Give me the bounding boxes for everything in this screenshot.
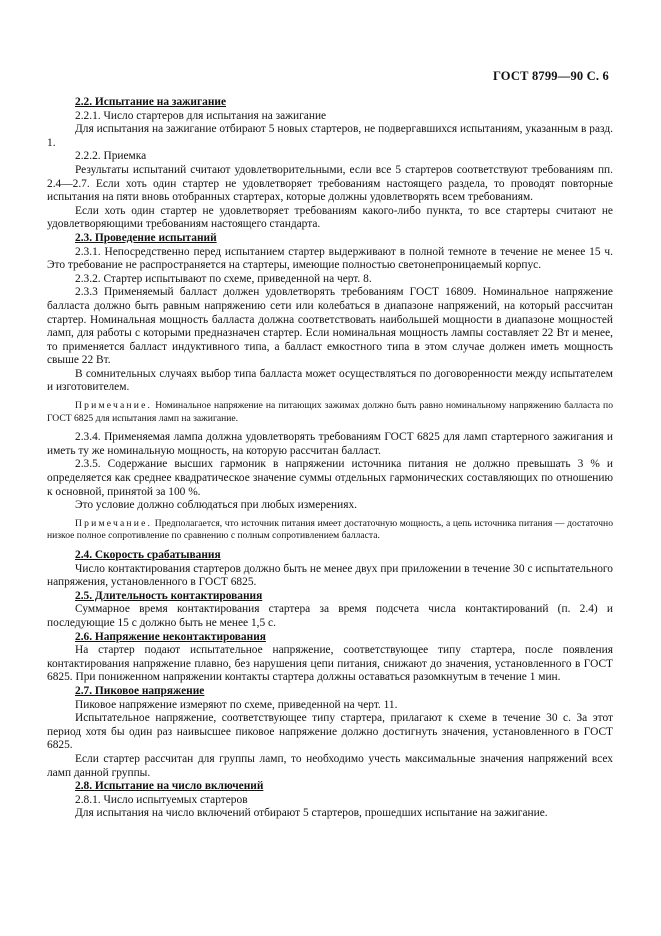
note-text: Предполагается, что источник питания имеет достаточную мощность, а цепь источника питания — достаточно низкое полное сопротивление по сравнению с полным сопротивлением балласта. bbox=[47, 517, 613, 542]
subsection-title: 2.2.1. Число стартеров для испытания на зажигание bbox=[75, 109, 327, 122]
paragraph: Для испытания на зажигание отбирают 5 новых стартеров, не подвергавшихся испытаниям, указанным в разд. 1. bbox=[47, 123, 613, 149]
paragraph: 2.3.1. Непосредственно перед испытанием стартер выдерживают в полной темноте в течение не менее 15 ч. Это требование не распространяется на стартеры, имеющие полностью светонепроницаемый корпус. bbox=[47, 245, 613, 272]
section-heading: 2.6. Напряжение неконтактирования bbox=[75, 630, 266, 643]
paragraph: 2.3.4. Применяемая лампа должна удовлетворять требованиям ГОСТ 6825 для ламп стартерного зажигания и иметь ту же номинальную мощность, на которую рассчитан балласт. bbox=[47, 431, 613, 457]
paragraph: Это условие должно соблюдаться при любых измерениях. bbox=[75, 499, 358, 512]
section-heading: 2.2. Испытание на зажигание bbox=[75, 96, 227, 108]
paragraph: Если стартер рассчитан для группы ламп, то необходимо учесть максимальные значения напряжений всех ламп данной группы. bbox=[47, 752, 613, 779]
section-heading: 2.5. Длительность контактирования bbox=[75, 589, 263, 602]
paragraph: Суммарное время контактирования стартера за время подсчета числа контактирований (п. 2.4) и последующие 15 с должно быть не менее 1,5 с. bbox=[47, 603, 613, 629]
note-text: Номинальное напряжение на питающих зажимах должно быть равно номинальному напряжению балласта по ГОСТ 6825 для испытания ламп на зажигание. bbox=[47, 400, 613, 424]
paragraph: 2.3.3 Применяемый балласт должен удовлетворять требованиям ГОСТ 16809. Номинальное напряжение балласта должно быть равным напряжению сети или колебаться в диапазоне напряжений, на который рассчитан стартер. Номинальная мощность балласта должна соответствовать наибольшей мощности в диапазоне мощностей ламп, для работы с которыми предназначен стартер. Если номинальная мощность лампы составляет 22 Вт и менее, то применяется балласт индуктивного типа, а балласт емкостного типа в этом случае должен иметь мощность свыше 22 Вт. bbox=[47, 286, 613, 367]
paragraph: 2.3.5. Содержание высших гармоник в напряжении источника питания не должно превышать 3 % и определяется как среднее квадратическое значение суммы отдельных гармонических составляющих по отношению к основной, принятой за 100 %. bbox=[47, 458, 613, 498]
section-heading: 2.4. Скорость срабатывания bbox=[75, 549, 221, 561]
section-heading: 2.3. Проведение испытаний bbox=[75, 231, 217, 244]
running-header: ГОСТ 8799—90 С. 6 bbox=[492, 69, 609, 83]
section-heading: 2.7. Пиковое напряжение bbox=[75, 684, 205, 697]
paragraph: На стартер подают испытательное напряжение, соответствующее типу стартера, после появления контактирования напряжение плавно, без нарушения цепи питания, снижают до значения, установленного в ГОСТ 6825. При пониженном напряжении контакты стартера должны оставаться разомкнутым в течение 1 мин. bbox=[47, 644, 613, 684]
note-label: Примечание. bbox=[75, 400, 153, 412]
paragraph: Результаты испытаний считают удовлетворительными, если все 5 стартеров соответствуют требованиям пп. 2.4—2.7. Если хоть один стартер не удовлетворяет требованиям настоящего раздела, то проводят повторные испытания на пяти вновь отобранных стартерах, которые должны удовлетворять всем требованиям. bbox=[47, 163, 613, 204]
paragraph: Если хоть один стартер не удовлетворяет требованиям какого-либо пункта, то все стартеры считают не удовлетворяющими требованиям настоящего стандарта. bbox=[47, 204, 613, 231]
paragraph: Для испытания на число включений отбирают 5 стартеров, прошедших испытание на зажигание. bbox=[75, 807, 548, 820]
note bbox=[47, 518, 613, 543]
paragraph: 2.3.2. Стартер испытывают по схеме, приведенной на черт. 8. bbox=[75, 272, 372, 285]
section-heading: 2.8. Испытание на число включений bbox=[75, 780, 264, 793]
paragraph: Число контактирования стартеров должно быть не менее двух при приложении в течение 30 с испытательного напряжения, установленного в ГОСТ 6825. bbox=[47, 562, 613, 589]
subsection-title: 2.2.2. Приемка bbox=[75, 150, 147, 163]
paragraph: В сомнительных случаях выбор типа балласта может осуществляться по договоренности между испытателем и изготовителем. bbox=[47, 367, 613, 394]
paragraph: Испытательное напряжение, соответствующее типу стартера, прилагают к схеме в течение 30 с. За этот период хотя бы один раз наивысшее пиковое напряжение должно достигнуть значения, установленного в ГОСТ 6825. bbox=[47, 712, 613, 752]
paragraph: Пиковое напряжение измеряют по схеме, приведенной на черт. 11. bbox=[75, 698, 398, 711]
note-label: Примечание. bbox=[75, 517, 153, 529]
note bbox=[47, 400, 613, 425]
subsection-title: 2.8.1. Число испытуемых стартеров bbox=[75, 793, 248, 806]
document-body bbox=[47, 96, 613, 821]
